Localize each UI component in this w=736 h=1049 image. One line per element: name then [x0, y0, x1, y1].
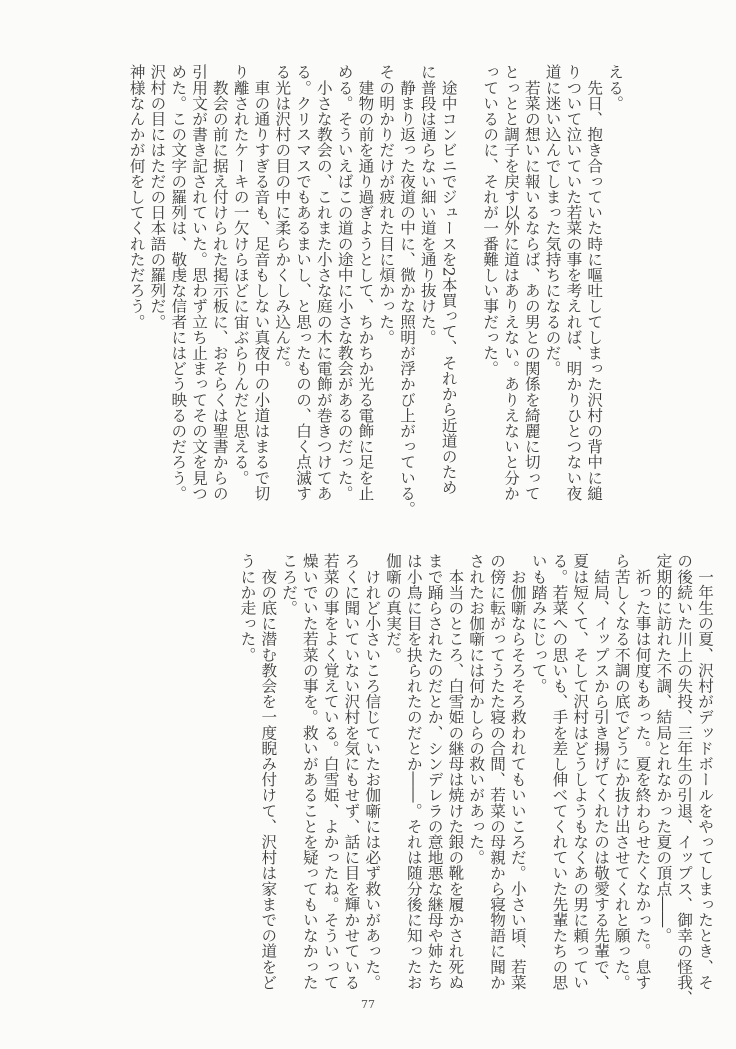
text-line: 結局、イップスから引き揚げてくれたのは敬愛する先輩で、	[592, 553, 611, 990]
text-line: 夏は短くて、そして沢村はどうしようもなくあの男に頼ってい	[571, 553, 590, 990]
text-line: 先日、抱き合っていた時に嘔吐してしまった沢村の背中に縋	[585, 64, 604, 501]
text-line: める。そういえばこの道の途中に小さな教会があるのだった。	[335, 64, 354, 501]
text-line: りついて泣いていた若菜の事を考えれば、明かりひとつない夜	[564, 64, 583, 501]
text-line: 車の通りすぎる音も、足音もしない真夜中の小道はまるで切	[252, 64, 271, 501]
top-text-section	[126, 64, 625, 517]
text-line: 祈った事は何度もあった。夏を終わらせたくなかった。息す	[633, 553, 652, 990]
text-line: その明かりだけが疲れた目に煩かった。	[377, 64, 396, 345]
text-line: る。クリスマスでもあるまいし、と思ったものの、白く点滅す	[294, 64, 313, 501]
text-line: とっとと調子を戻す以外に道はありえない。ありえないと分か	[502, 64, 521, 501]
text-line: 伽噺の真実だ。	[384, 553, 403, 663]
text-line: える。	[606, 64, 624, 111]
text-line: 定期的に訪れた不調、結局とれなかった夏の頂点――。	[654, 553, 673, 943]
text-line: ころだ。	[280, 553, 299, 616]
text-line: 小さな教会の、これまた小さな庭の木に電飾が巻きつけてあ	[314, 64, 333, 501]
text-line: めた。この文字の羅列は、敬虔な信者にはどう映るのだろう。	[169, 64, 188, 501]
text-line: 夜の底に潜む教会を一度睨み付けて、沢村は家までの道をど	[259, 553, 278, 990]
text-line: 道に迷い込んでしまった気持ちになるのだ。	[543, 64, 562, 376]
text-line: 教会の前に据え付けられた掲示板に、おそらくは聖書からの	[210, 64, 229, 501]
text-line: 神様なんかが何をしてくれただろう。	[127, 64, 146, 330]
page-number: 77	[361, 998, 375, 1011]
text-line: の後続いた川上の失投、三年生の引退、イップス、御幸の怪我、	[675, 553, 694, 1006]
blank-line	[459, 64, 480, 514]
text-line: まで踊らされたのだとか、シンデレラの意地悪な継母や姉たち	[425, 553, 444, 990]
text-line: り離されたケーキの一欠けらほどに宙ぶらりんだと思える。	[231, 64, 250, 486]
text-line: いも踏みにじって。	[529, 553, 548, 694]
text-line: 若菜の事をよく覚えている。白雪姫、よかったね。そういって	[321, 553, 340, 990]
text-line: る。若菜への思いも、手を差し伸べてくれていた先輩たちの思	[550, 553, 569, 990]
text-line: されたお伽噺には何かしらの救いがあった。	[467, 553, 486, 865]
text-line: ろくに聞いていない沢村を気にもせず、話に目を輝かせている	[342, 553, 361, 990]
text-line: 一年生の夏、沢村がデッドボールをやってしまったとき、そ	[696, 553, 714, 990]
text-line: 沢村の目にはただの日本語の羅列だ。	[148, 64, 167, 330]
text-line: 静まり返った夜道の中に、微かな照明が浮かび上がっている。	[398, 64, 417, 517]
text-line: 途中コンビニでジュースを2本買って、それから近道のため	[439, 64, 458, 496]
text-line: る光は沢村の目の中に柔らかくしみ込んだ。	[273, 64, 292, 376]
text-line: に普段は通らない細い道を通り抜けた。	[418, 64, 437, 345]
text-line: っているのに、それが一番難しい事だった。	[481, 64, 500, 376]
text-line: 引用文が書き記されていた。思わず立ち止まってその文を見つ	[190, 64, 209, 501]
text-line: 本当のところ、白雪姫の継母は焼けた銀の靴を履かされ死ぬ	[446, 553, 465, 990]
text-line: の傍に転がってうたた寝の合間、若菜の母親から寝物語に聞か	[488, 553, 507, 990]
text-line: うにか走った。	[238, 553, 257, 663]
text-line: けれど小さいころ信じていたお伽噺には必ず救いがあった。	[363, 553, 382, 990]
text-line: は小鳥に目を抉られたのだとか――。それは随分後に知ったお	[404, 553, 423, 990]
text-line: 若菜の想いに報いるならば、あの男との関係を綺麗に切って	[522, 64, 541, 501]
text-line: お伽噺ならそろそろ救われてもいいころだ。小さい頃、若菜	[508, 553, 527, 990]
text-line: ら苦しくなる不調の底でどうにか抜け出させてくれと願った。	[612, 553, 631, 990]
text-line: 燥いでいた若菜の事を。救いがあることを疑ってもいなかった	[300, 553, 319, 990]
text-line: 建物の前を通り過ぎようとして、ちかちか光る電飾に足を止	[356, 64, 375, 501]
